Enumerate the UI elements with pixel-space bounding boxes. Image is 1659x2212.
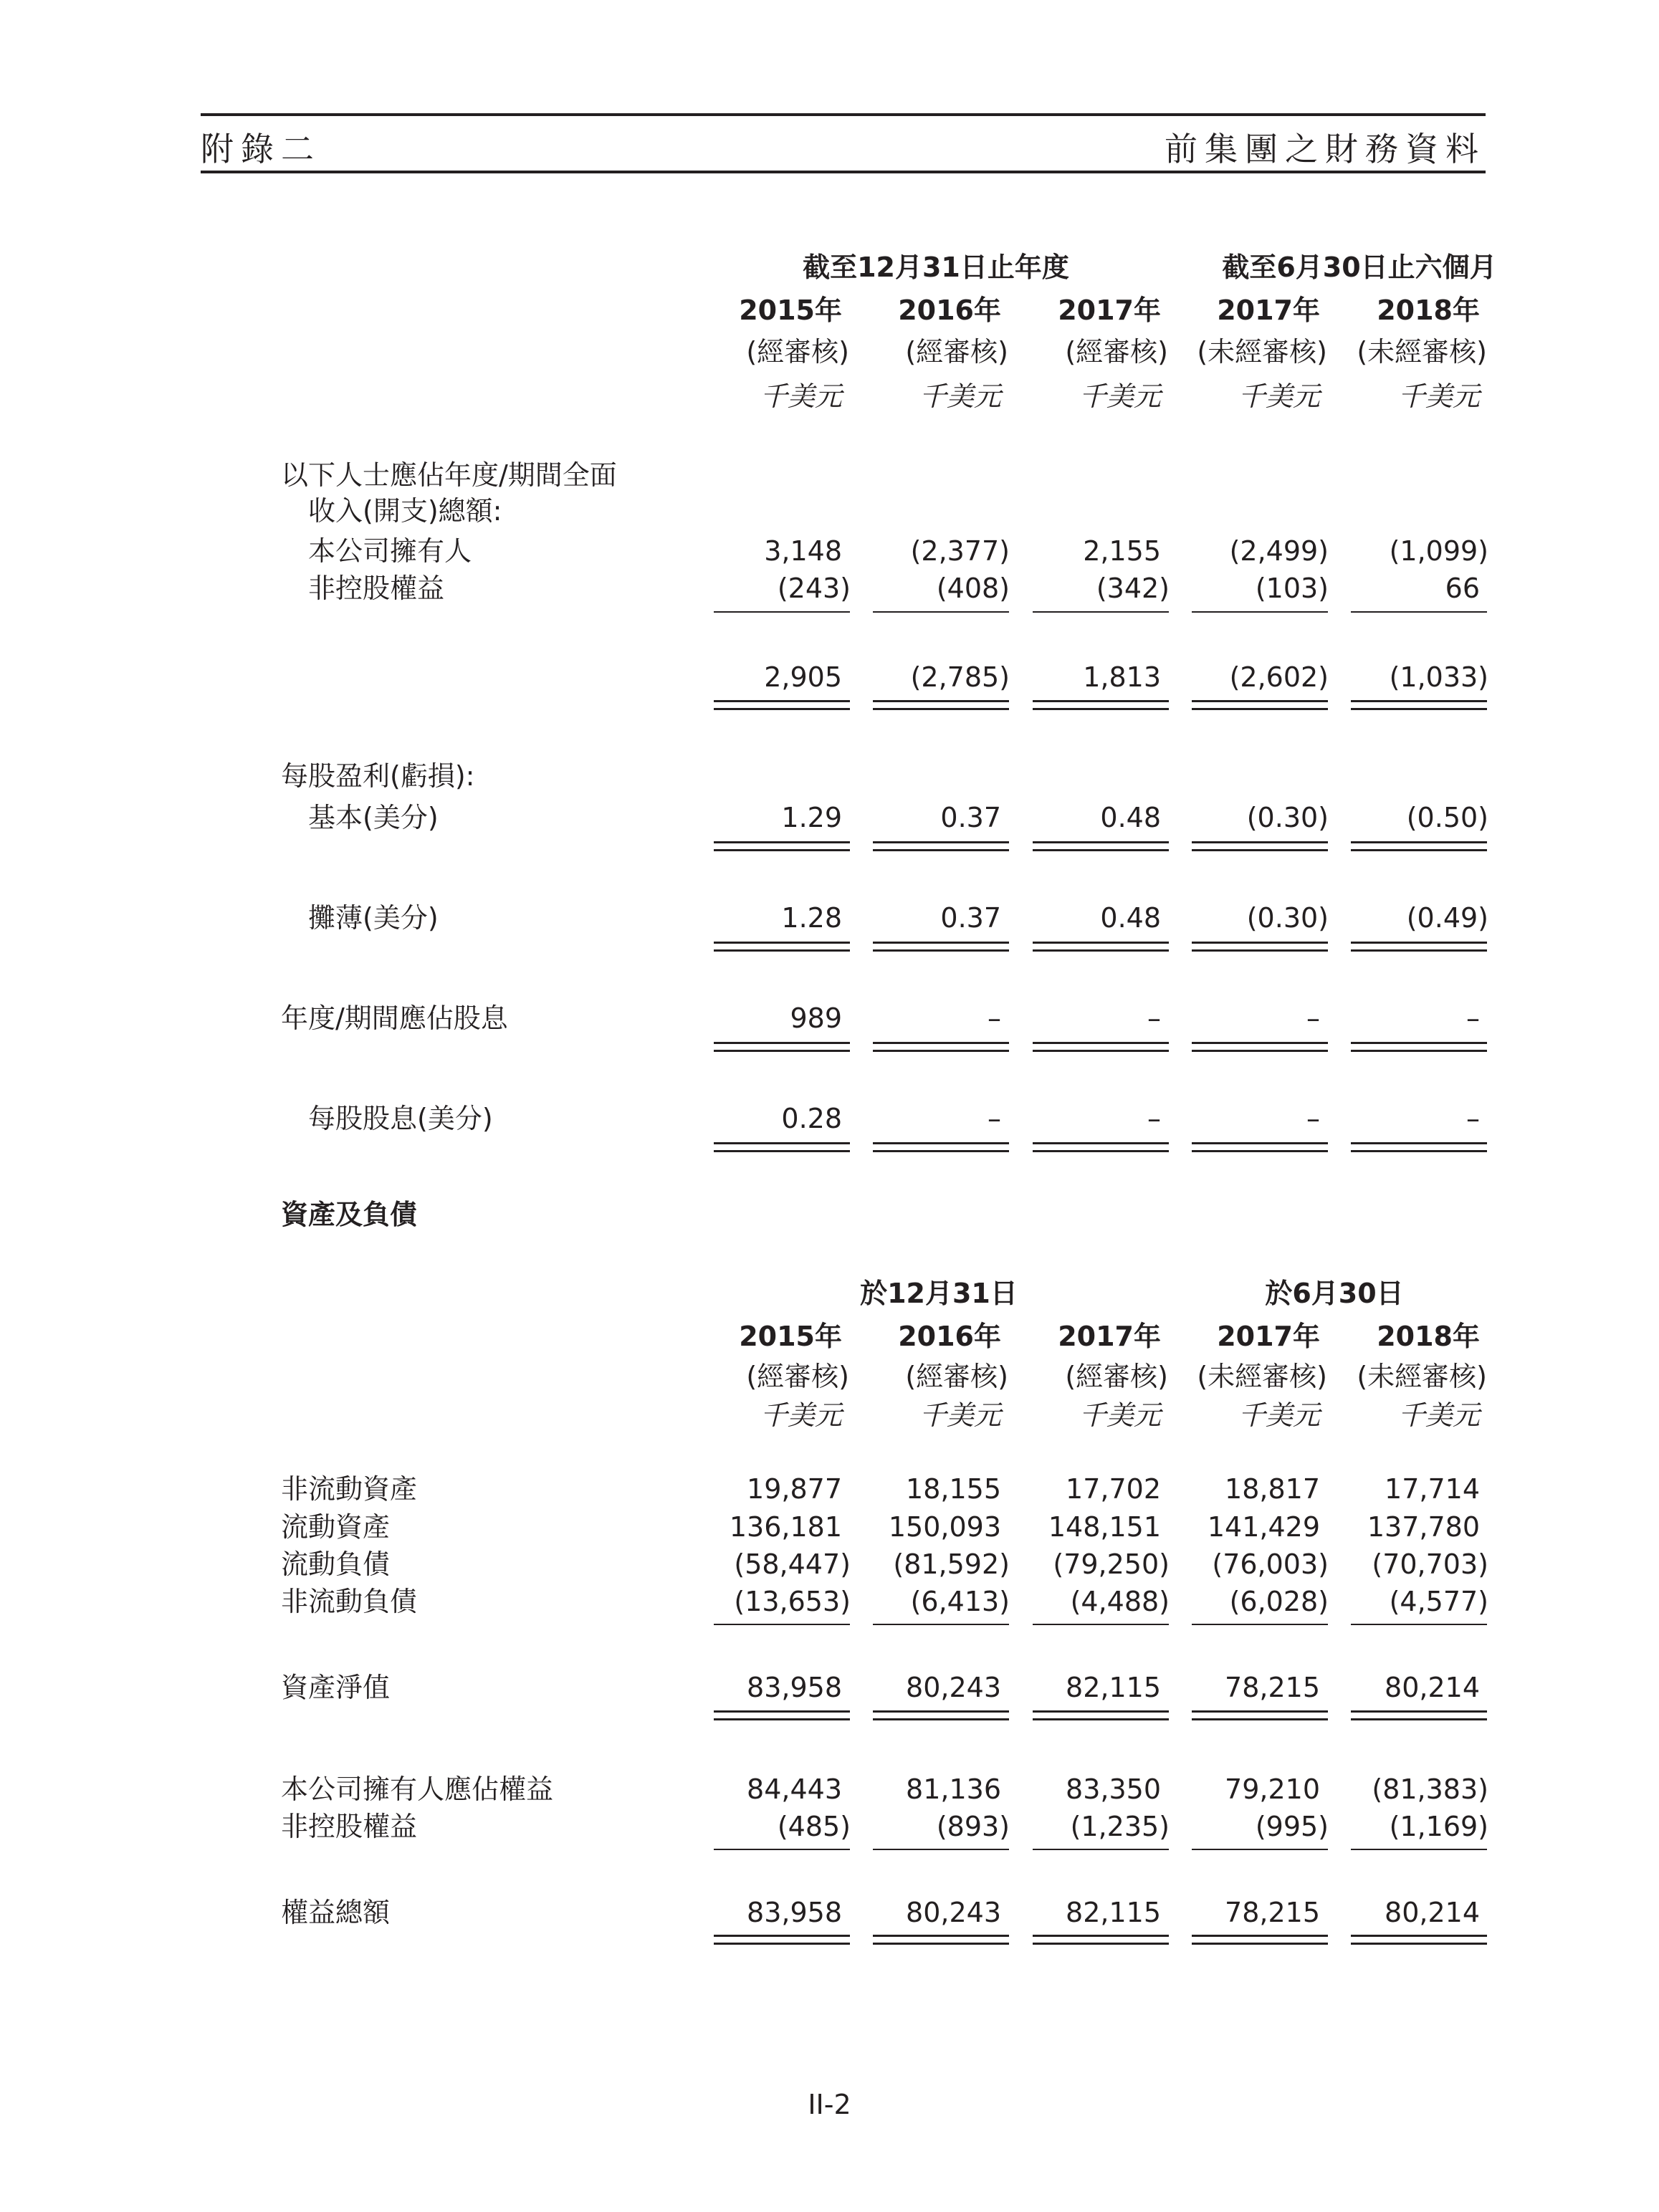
double-underline	[1351, 841, 1487, 851]
eps-diluted-value: 0.37	[940, 902, 1001, 934]
double-underline	[1192, 1935, 1328, 1945]
total-equity-value: 80,214	[1385, 1897, 1480, 1928]
single-underline	[1033, 1849, 1169, 1850]
page-number: II-2	[808, 2089, 851, 2120]
net-assets-value: 82,115	[1066, 1672, 1161, 1703]
single-underline	[1033, 1624, 1169, 1625]
year-header: 2015年	[739, 1321, 842, 1352]
row-label: 年度/期間應佔股息	[281, 1002, 508, 1034]
double-underline	[873, 1935, 1009, 1945]
year-header: 2017年	[1058, 295, 1161, 326]
balance-row-value: (70,703)	[1372, 1548, 1488, 1580]
double-underline	[1192, 841, 1328, 851]
double-underline	[1192, 700, 1328, 710]
tci-total-value: (1,033)	[1389, 661, 1488, 693]
double-underline	[1033, 1935, 1169, 1945]
single-underline	[714, 611, 850, 613]
net-assets-value: 78,215	[1225, 1672, 1320, 1703]
row-label: 本公司擁有人應佔權益	[281, 1773, 554, 1805]
eps-basic-value: 0.37	[940, 802, 1001, 833]
row-label: 本公司擁有人	[308, 535, 472, 567]
audit-status: (未經審核)	[1357, 336, 1487, 368]
tci-total-value: 2,905	[764, 661, 842, 693]
double-underline	[714, 841, 850, 851]
dividends-value: –	[1466, 1002, 1480, 1034]
audit-status: (經審核)	[746, 336, 849, 368]
balance-row-value: (79,250)	[1053, 1548, 1170, 1580]
nci-value: (342)	[1096, 573, 1170, 604]
currency-unit: 千美元	[1397, 1399, 1480, 1431]
double-underline	[873, 1710, 1009, 1720]
nci-value: (243)	[777, 573, 851, 604]
row-label: 非控股權益	[281, 1811, 418, 1842]
owners-value: 3,148	[764, 535, 842, 567]
currency-unit: 千美元	[760, 1399, 842, 1431]
double-underline	[1351, 700, 1487, 710]
double-underline	[1033, 942, 1169, 952]
double-underline	[714, 1935, 850, 1945]
double-underline	[714, 1142, 850, 1152]
row-label: 基本(美分)	[308, 802, 439, 833]
balance-row-value: (76,003)	[1212, 1548, 1329, 1580]
owners-equity-value: 81,136	[906, 1773, 1001, 1805]
document-title: 前集團之財務資料	[1165, 130, 1486, 168]
audit-status: (經審核)	[905, 336, 1008, 368]
year-header: 2018年	[1377, 1321, 1480, 1352]
tci-total-value: (2,785)	[910, 661, 1010, 693]
single-underline	[1192, 611, 1328, 613]
owners-equity-value: (81,383)	[1372, 1773, 1488, 1805]
year-header: 2015年	[739, 295, 842, 326]
double-underline	[1351, 1935, 1487, 1945]
eps-basic-value: (0.50)	[1406, 802, 1488, 833]
currency-unit: 千美元	[760, 380, 842, 412]
audit-status: (未經審核)	[1197, 1361, 1327, 1392]
appendix-label: 附錄二	[201, 130, 321, 168]
double-underline	[873, 700, 1009, 710]
double-underline	[873, 942, 1009, 952]
double-underline	[714, 942, 850, 952]
row-label: 每股股息(美分)	[308, 1103, 493, 1134]
balance-row-value: 136,181	[729, 1511, 842, 1543]
column-group-header: 於12月31日	[860, 1278, 1018, 1309]
net-assets-value: 80,243	[906, 1672, 1001, 1703]
double-underline	[1351, 1710, 1487, 1720]
section-title: 資產及負債	[281, 1199, 418, 1230]
eps-diluted-value: (0.30)	[1246, 902, 1329, 934]
total-equity-value: 80,243	[906, 1897, 1001, 1928]
total-equity-value: 83,958	[747, 1897, 842, 1928]
dps-value: –	[988, 1103, 1001, 1134]
balance-row-value: 148,151	[1048, 1511, 1161, 1543]
single-underline	[1192, 1624, 1328, 1625]
eps-basic-value: 0.48	[1100, 802, 1161, 833]
audit-status: (經審核)	[905, 1361, 1008, 1392]
owners-equity-value: 84,443	[747, 1773, 842, 1805]
total-equity-value: 78,215	[1225, 1897, 1320, 1928]
year-header: 2017年	[1217, 1321, 1320, 1352]
year-header: 2016年	[898, 295, 1001, 326]
double-underline	[1192, 1142, 1328, 1152]
double-underline	[1033, 1710, 1169, 1720]
dividends-value: –	[1306, 1002, 1320, 1034]
row-label: 資產淨值	[281, 1672, 391, 1703]
nci-equity-value: (1,235)	[1070, 1811, 1170, 1842]
single-underline	[873, 1624, 1009, 1625]
dps-value: –	[1306, 1103, 1320, 1134]
double-underline	[1351, 1142, 1487, 1152]
dps-value: –	[1466, 1103, 1480, 1134]
balance-row-value: (81,592)	[893, 1548, 1010, 1580]
currency-unit: 千美元	[1397, 380, 1480, 412]
row-label: 非流動負債	[281, 1586, 418, 1617]
nci-value: 66	[1445, 573, 1480, 604]
tci-total-value: 1,813	[1083, 661, 1161, 693]
nci-value: (408)	[936, 573, 1010, 604]
currency-unit: 千美元	[1238, 1399, 1320, 1431]
owners-value: (2,499)	[1229, 535, 1329, 567]
single-underline	[714, 1624, 850, 1625]
nci-equity-value: (995)	[1255, 1811, 1329, 1842]
row-label: 非控股權益	[308, 573, 445, 604]
balance-row-value: (4,488)	[1070, 1586, 1170, 1617]
balance-row-value: 17,702	[1066, 1473, 1161, 1505]
double-underline	[1351, 1042, 1487, 1052]
eps-diluted-value: (0.49)	[1406, 902, 1488, 934]
currency-unit: 千美元	[919, 1399, 1001, 1431]
row-label: 以下人士應佔年度/期間全面	[281, 459, 617, 491]
owners-value: (2,377)	[910, 535, 1010, 567]
balance-row-value: 18,155	[906, 1473, 1001, 1505]
single-underline	[873, 1849, 1009, 1850]
balance-row-value: (6,413)	[910, 1586, 1010, 1617]
audit-status: (經審核)	[746, 1361, 849, 1392]
tci-total-value: (2,602)	[1229, 661, 1329, 693]
page-header	[201, 113, 1486, 173]
dividends-value: 989	[790, 1002, 842, 1034]
single-underline	[1351, 1849, 1487, 1850]
owners-equity-value: 79,210	[1225, 1773, 1320, 1805]
nci-equity-value: (485)	[777, 1811, 851, 1842]
single-underline	[1033, 611, 1169, 613]
row-label: 權益總額	[281, 1897, 391, 1928]
net-assets-value: 80,214	[1385, 1672, 1480, 1703]
double-underline	[1192, 942, 1328, 952]
dps-value: 0.28	[781, 1103, 842, 1134]
balance-row-value: (58,447)	[734, 1548, 851, 1580]
row-label: 攤薄(美分)	[308, 902, 439, 934]
eps-basic-value: (0.30)	[1246, 802, 1329, 833]
single-underline	[714, 1849, 850, 1850]
single-underline	[873, 611, 1009, 613]
double-underline	[873, 841, 1009, 851]
row-label: 收入(開支)總額:	[308, 495, 502, 527]
eps-basic-value: 1.29	[781, 802, 842, 833]
year-header: 2017年	[1217, 295, 1320, 326]
row-label: 非流動資產	[281, 1473, 418, 1505]
currency-unit: 千美元	[919, 380, 1001, 412]
double-underline	[873, 1142, 1009, 1152]
balance-row-value: 18,817	[1225, 1473, 1320, 1505]
column-group-header: 於6月30日	[1265, 1278, 1404, 1309]
double-underline	[1033, 700, 1169, 710]
double-underline	[1033, 1142, 1169, 1152]
currency-unit: 千美元	[1238, 380, 1320, 412]
double-underline	[1192, 1042, 1328, 1052]
balance-row-value: (6,028)	[1229, 1586, 1329, 1617]
nci-value: (103)	[1255, 573, 1329, 604]
double-underline	[714, 700, 850, 710]
year-header: 2017年	[1058, 1321, 1161, 1352]
balance-row-value: 141,429	[1207, 1511, 1320, 1543]
audit-status: (未經審核)	[1197, 336, 1327, 368]
currency-unit: 千美元	[1079, 380, 1161, 412]
owners-value: 2,155	[1083, 535, 1161, 567]
balance-row-value: (4,577)	[1389, 1586, 1488, 1617]
nci-equity-value: (893)	[936, 1811, 1010, 1842]
eps-diluted-value: 0.48	[1100, 902, 1161, 934]
owners-equity-value: 83,350	[1066, 1773, 1161, 1805]
total-equity-value: 82,115	[1066, 1897, 1161, 1928]
row-label: 每股盈利(虧損):	[281, 760, 475, 792]
balance-row-value: (13,653)	[734, 1586, 851, 1617]
single-underline	[1351, 611, 1487, 613]
single-underline	[1192, 1849, 1328, 1850]
double-underline	[873, 1042, 1009, 1052]
net-assets-value: 83,958	[747, 1672, 842, 1703]
eps-diluted-value: 1.28	[781, 902, 842, 934]
dps-value: –	[1147, 1103, 1161, 1134]
dividends-value: –	[988, 1002, 1001, 1034]
year-header: 2016年	[898, 1321, 1001, 1352]
audit-status: (經審核)	[1065, 336, 1168, 368]
owners-value: (1,099)	[1389, 535, 1488, 567]
double-underline	[714, 1710, 850, 1720]
row-label: 流動負債	[281, 1548, 391, 1580]
audit-status: (未經審核)	[1357, 1361, 1487, 1392]
balance-row-value: 137,780	[1367, 1511, 1480, 1543]
currency-unit: 千美元	[1079, 1399, 1161, 1431]
double-underline	[1351, 942, 1487, 952]
double-underline	[1192, 1710, 1328, 1720]
single-underline	[1351, 1624, 1487, 1625]
column-group-header: 截至12月31日止年度	[803, 252, 1069, 283]
nci-equity-value: (1,169)	[1389, 1811, 1488, 1842]
double-underline	[1033, 841, 1169, 851]
row-label: 流動資產	[281, 1511, 391, 1543]
dividends-value: –	[1147, 1002, 1161, 1034]
balance-row-value: 17,714	[1385, 1473, 1480, 1505]
audit-status: (經審核)	[1065, 1361, 1168, 1392]
balance-row-value: 150,093	[888, 1511, 1001, 1543]
double-underline	[714, 1042, 850, 1052]
double-underline	[1033, 1042, 1169, 1052]
year-header: 2018年	[1377, 295, 1480, 326]
column-group-header: 截至6月30日止六個月	[1222, 252, 1497, 283]
balance-row-value: 19,877	[747, 1473, 842, 1505]
